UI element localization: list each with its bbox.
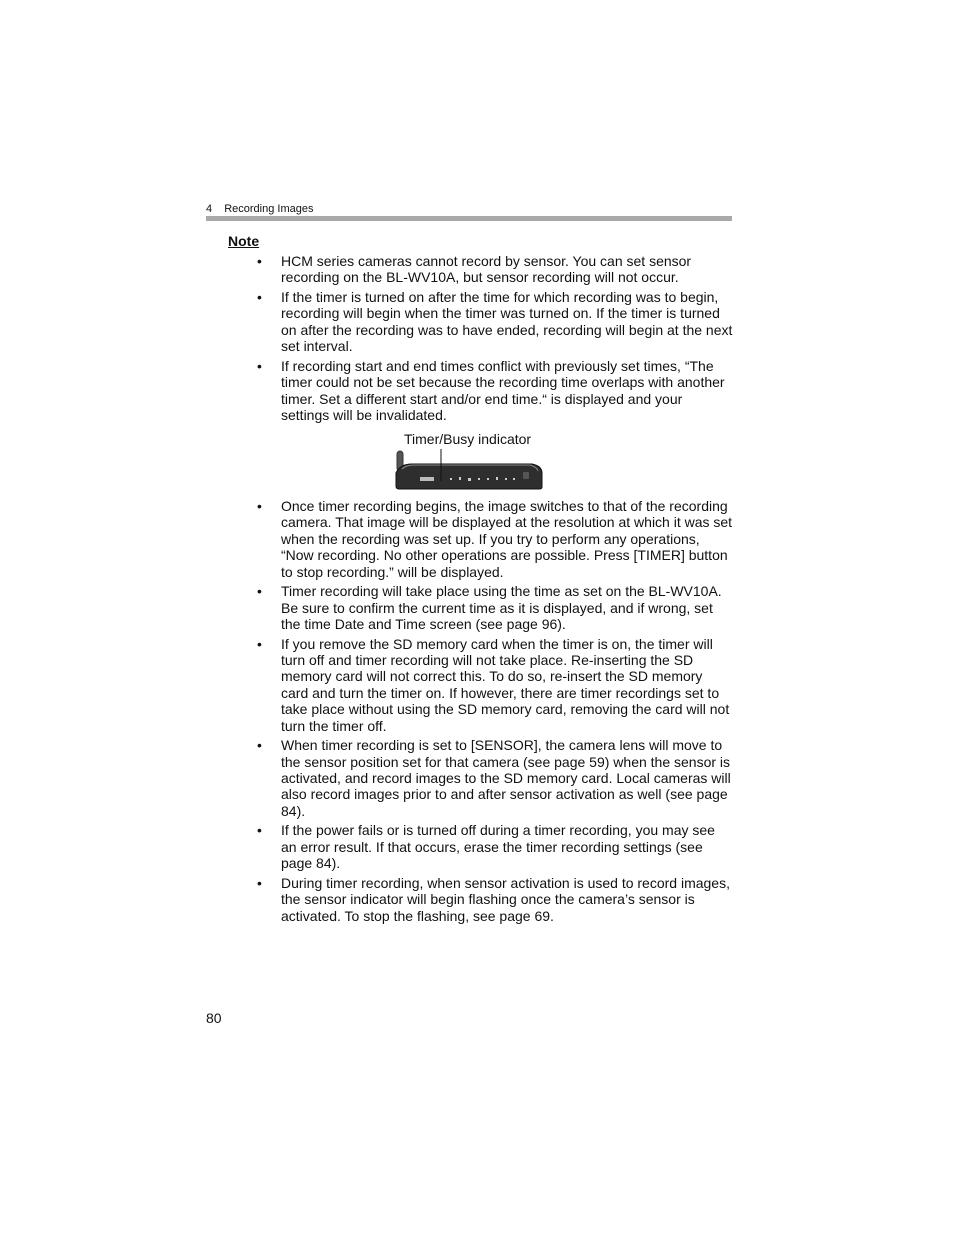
indicator-light (496, 477, 498, 480)
running-header (206, 202, 313, 216)
list-item (257, 822, 733, 872)
indicator-light (487, 478, 489, 480)
note-bullet-list-top (257, 253, 733, 427)
bullet-text: If the power fails or is turned off during a timer recording, you may see an error result. If that occurs, erase the timer recording settings (see page 84). (281, 822, 715, 872)
bullet-marker: • (257, 583, 262, 600)
bullet-text: HCM series cameras cannot record by sensor. You can set sensor recording on the BL-WV10A, but sensor recording will not occur. (281, 253, 692, 286)
bullet-marker: • (257, 874, 262, 891)
indicator-light (450, 478, 452, 480)
note-heading: Note (228, 233, 260, 249)
bullet-text: Timer recording will take place using the time as set on the BL-WV10A. Be sure to confirm the current time as it is displayed, and if wrong, set the time Date and Time screen (see page 96). (281, 583, 722, 633)
bullet-text: When timer recording is set to [SENSOR], the camera lens will move to the sensor position set for that camera (see page 59) when the sensor is activated, and record images to the SD memory card. Local cameras will also record images prior to and after sensor activation as well (see page 84). (281, 737, 731, 819)
list-item (257, 635, 733, 734)
list-item (257, 583, 733, 633)
bullet-marker: • (257, 253, 262, 269)
bullet-marker: • (257, 635, 262, 652)
device-figure (392, 431, 552, 495)
list-item (257, 737, 733, 819)
indicator-light (513, 478, 515, 480)
bullet-marker: • (257, 289, 262, 305)
indicator-light (478, 478, 480, 480)
bullet-marker: • (257, 498, 262, 514)
bullet-marker: • (257, 357, 262, 374)
list-item (257, 289, 733, 355)
indicator-light (505, 478, 507, 480)
list-item (257, 498, 733, 580)
indicator-light (459, 477, 461, 480)
list-item (257, 874, 733, 924)
bullet-marker: • (257, 737, 262, 754)
chapter-title: Recording Images (224, 203, 314, 215)
list-item (257, 357, 733, 424)
device-button (523, 472, 529, 479)
figure-label: Timer/Busy indicator (404, 431, 532, 447)
bullet-marker: • (257, 822, 262, 839)
indicator-light (468, 478, 471, 481)
chapter-number: 4 (206, 203, 213, 215)
page-number: 80 (206, 1010, 222, 1026)
timer-busy-indicator-slot (420, 477, 434, 481)
bullet-text: If recording start and end times conflict with previously set times, “The timer could not be set because the recording time overlaps with another timer. Set a different start and/or end time.“ is displayed and your settings will be invalidated. (281, 357, 725, 424)
list-item (257, 253, 733, 286)
bullet-text: If the timer is turned on after the time for which recording was to begin, recording will begin when the timer was turned on. If the timer is turned on after the recording was to have ended, recording will begin at the next set interval. (281, 289, 733, 355)
bullet-text: If you remove the SD memory card when the timer is on, the timer will turn off and timer recording will not take place. Re-inserting the SD memory card will not correct this. To do so, re-insert the SD memory card and turn the timer on. If however, there are timer recordings set to take place without using the SD memory card, removing the card will not turn the timer off. (281, 635, 730, 734)
note-bullet-list-bottom (257, 498, 733, 927)
device-body (396, 464, 542, 489)
bullet-text: During timer recording, when sensor activation is used to record images, the sensor indicator will begin flashing once the camera’s sensor is activated. To stop the flashing, see page 69. (281, 874, 730, 924)
header-rule (206, 216, 732, 221)
bullet-text: Once timer recording begins, the image switches to that of the recording camera. That image will be displayed at the resolution at which it was set when the recording was set up. If you try to perform any operations, “Now recording. No other operations are possible. Press [TIMER] button to stop recording.” will be displayed. (281, 498, 733, 580)
